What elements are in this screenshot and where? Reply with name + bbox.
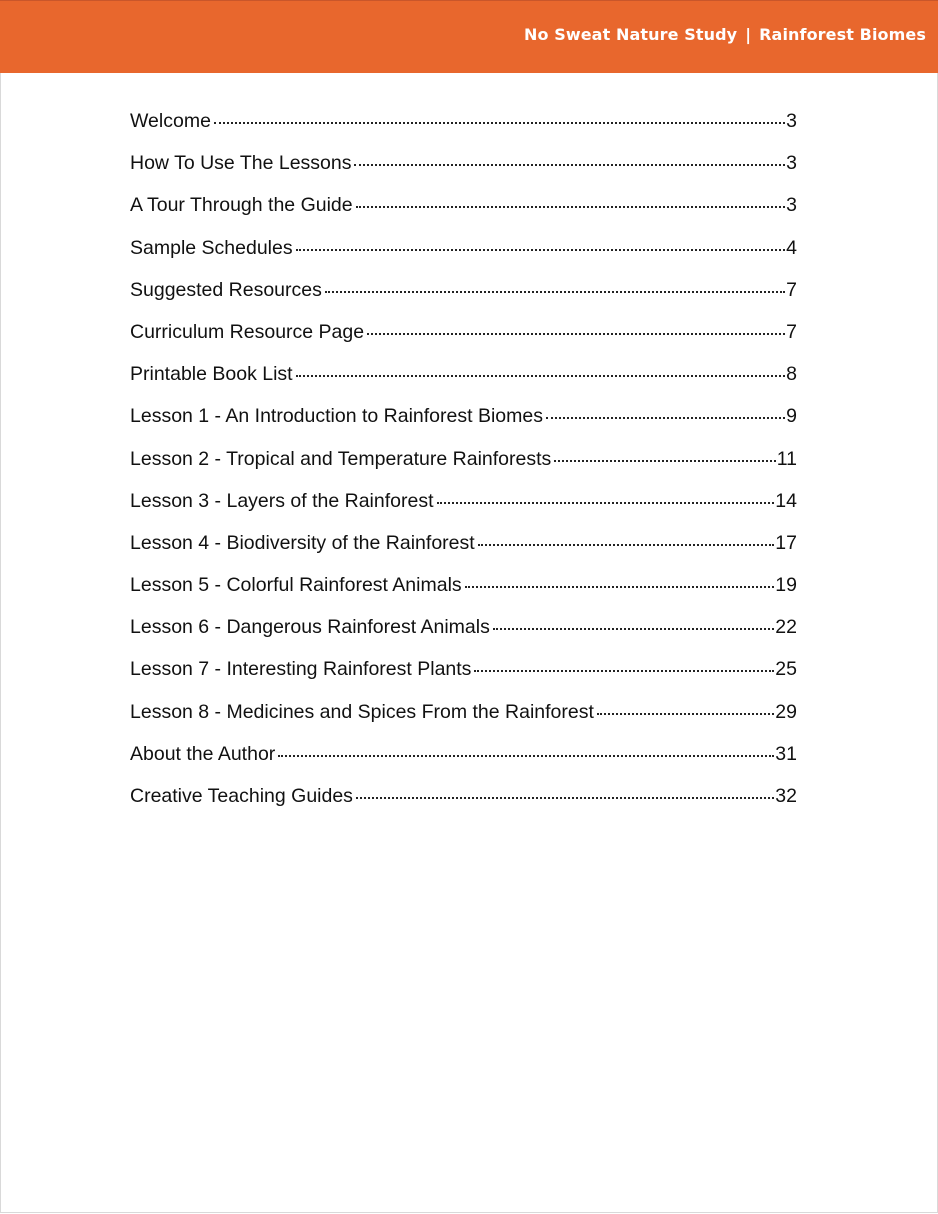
toc-entry-page-number: 17 (775, 531, 797, 554)
series-name: No Sweat Nature Study (523, 25, 738, 44)
toc-entry-page-number: 9 (786, 405, 797, 428)
toc-entry[interactable] (130, 194, 797, 236)
toc-entry-label: How To Use The Lessons (130, 152, 352, 175)
toc-entry-label: Lesson 5 - Colorful Rainforest Animals (130, 574, 462, 597)
toc-entry[interactable] (130, 616, 797, 658)
toc-dot-leader (546, 417, 785, 419)
toc-entry-page-number: 8 (786, 363, 797, 386)
toc-dot-leader (354, 164, 785, 166)
toc-entry[interactable] (130, 279, 797, 321)
toc-entry-label: Creative Teaching Guides (130, 785, 353, 807)
toc-entry[interactable] (130, 152, 797, 194)
toc-entry-label: Lesson 2 - Tropical and Temperature Rainforests (130, 447, 552, 470)
guide-title: Rainforest Biomes (759, 25, 926, 44)
toc-entry-label: Lesson 7 - Interesting Rainforest Plants (130, 658, 472, 681)
toc-dot-leader (478, 544, 775, 546)
toc-dot-leader (356, 206, 786, 208)
toc-entry[interactable] (130, 448, 797, 490)
toc-dot-leader (554, 460, 775, 462)
toc-dot-leader (296, 249, 786, 251)
toc-entry-label: Lesson 6 - Dangerous Rainforest Animals (130, 616, 490, 639)
toc-entry-label: A Tour Through the Guide (130, 194, 353, 217)
toc-entry-page-number: 7 (786, 278, 797, 301)
toc-entry-page-number: 25 (775, 658, 797, 681)
toc-entry-page-number: 32 (775, 785, 797, 807)
toc-entry-label: Lesson 4 - Biodiversity of the Rainforest (130, 531, 475, 554)
toc-dot-leader (325, 291, 785, 293)
toc-entry[interactable] (130, 701, 797, 743)
toc-entry[interactable] (130, 110, 797, 152)
toc-entry-label: Lesson 3 - Layers of the Rainforest (130, 489, 434, 512)
toc-dot-leader (474, 670, 774, 672)
toc-entry[interactable] (130, 743, 797, 785)
toc-entry-label: Lesson 1 - An Introduction to Rainforest Biomes (130, 405, 543, 428)
toc-entry-page-number: 4 (786, 236, 797, 259)
toc-entry-page-number: 29 (775, 700, 797, 723)
toc-dot-leader (278, 755, 774, 757)
toc-entry[interactable] (130, 658, 797, 700)
toc-entry-label: Curriculum Resource Page (130, 320, 365, 343)
toc-dot-leader (296, 375, 786, 377)
toc-entry-label: Sample Schedules (130, 236, 293, 259)
header-separator: | (745, 25, 752, 44)
toc-dot-leader (493, 628, 774, 630)
toc-entry[interactable] (130, 237, 797, 279)
toc-entry-page-number: 31 (775, 742, 797, 765)
toc-entry-page-number: 14 (775, 489, 797, 512)
toc-entry-page-number: 19 (775, 574, 797, 597)
toc-entry[interactable] (130, 532, 797, 574)
toc-dot-leader (356, 797, 774, 799)
page-header-bar (0, 0, 938, 73)
toc-entry-page-number: 3 (786, 152, 797, 175)
toc-entry-page-number: 22 (775, 616, 797, 639)
toc-entry[interactable] (130, 363, 797, 405)
toc-entry[interactable] (130, 785, 797, 827)
toc-dot-leader (597, 713, 774, 715)
table-of-contents (130, 110, 797, 827)
toc-dot-leader (214, 122, 785, 124)
header-title (524, 25, 926, 44)
toc-entry-label: Lesson 8 - Medicines and Spices From the Rainforest (130, 700, 594, 723)
toc-entry-page-number: 11 (776, 447, 797, 470)
toc-entry[interactable] (130, 490, 797, 532)
toc-entry[interactable] (130, 321, 797, 363)
toc-dot-leader (465, 586, 775, 588)
toc-entry-page-number: 3 (786, 110, 797, 132)
toc-entry[interactable] (130, 405, 797, 447)
toc-entry-label: Printable Book List (130, 363, 293, 386)
toc-dot-leader (437, 502, 775, 504)
toc-entry-label: Suggested Resources (130, 278, 322, 301)
toc-entry-page-number: 3 (786, 194, 797, 217)
toc-entry-label: About the Author (130, 742, 276, 765)
toc-dot-leader (367, 333, 785, 335)
toc-entry[interactable] (130, 574, 797, 616)
toc-entry-page-number: 7 (786, 320, 797, 343)
toc-entry-label: Welcome (130, 110, 211, 132)
